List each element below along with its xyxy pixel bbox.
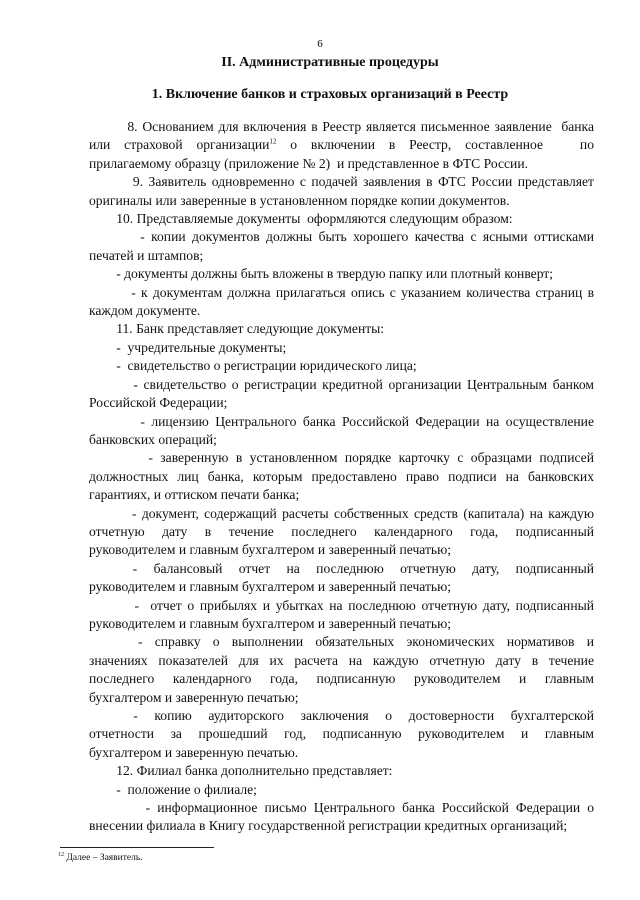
paragraph-line: - лицензию Центрального банка Российской Федерации на осуществление [89, 413, 594, 429]
paragraph-line: печатей и штампов; [89, 247, 204, 263]
paragraph-line: - копию аудиторского заключения о достоверности бухгалтерской [89, 708, 595, 723]
paragraph-line: каждом документе. [89, 303, 201, 319]
paragraph-line: должностных лиц банка, которым предоставлено право подписи на банковских [89, 468, 594, 484]
paragraph-line: - справку о выполнении обязательных экономических нормативов и [89, 634, 594, 650]
page-number: 6 [317, 38, 323, 50]
paragraph-line: - свидетельство о регистрации кредитной организации Центральным банком [89, 376, 594, 392]
paragraph-line: - документы должны быть вложены в твердую папку или плотный конверт; [89, 266, 554, 282]
paragraph-line: 9. Заявитель одновременно с подачей заявления в ФТС России представляет [89, 174, 594, 190]
paragraph-line: - документ, содержащий расчеты собственных средств (капитала) на каждую [89, 505, 594, 521]
paragraph-line: прилагаемому образцу (приложение № 2) и представленное в ФТС России. [89, 155, 529, 171]
section-title: II. Административные процедуры [221, 55, 439, 70]
paragraph-line: - информационное письмо Центрального банка Российской Федерации о [89, 800, 594, 816]
paragraph-line: - копии документов должны быть хорошего качества с ясными оттисками [89, 229, 595, 245]
paragraph-line: - балансовый отчет на последнюю отчетную дату, подписанный [89, 560, 595, 576]
paragraph-line: оригиналы или заверенные в установленном порядке копии документов. [89, 192, 510, 208]
paragraph-line: - положение о филиале; [89, 781, 257, 797]
paragraph-line: - заверенную в установленном порядке карточку с образцами подписей [89, 450, 594, 466]
footnote-text: Далее – Заявитель. [64, 853, 143, 863]
paragraph-line: 12. Филиал банка дополнительно представляет: [89, 763, 393, 779]
paragraph-line: - учредительные документы; [89, 339, 287, 355]
paragraph-line: 10. Представляемые документы оформляются следующим образом: [89, 211, 513, 227]
paragraph-line: - к документам должна прилагаться опись с указанием количества страниц в [89, 284, 594, 300]
paragraph-line: 11. Банк представляет следующие документы: [89, 321, 385, 337]
footnote-ref: 12 [269, 137, 277, 146]
text-run: о включении в Реестр, составленное по [276, 137, 594, 153]
paragraph-line: бухгалтером и заверенную печатью; [89, 689, 299, 705]
paragraph-line: отчетности за прошедший год, подписанную руководителем и главным [89, 726, 594, 742]
paragraph-line: значениях показателей для их расчета на каждую отчетную дату в течение [89, 652, 594, 668]
paragraph-line: Российской Федерации; [89, 395, 228, 411]
paragraph-line: гарантиях, и оттиском печати банка; [89, 487, 300, 503]
footnote-marker: 12 [58, 851, 64, 858]
paragraph-line: руководителем и главным бухгалтером и заверенный печатью; [89, 579, 452, 595]
paragraph-line: бухгалтером и заверенную печатью. [89, 744, 299, 760]
paragraph-line: руководителем и главным бухгалтером и заверенный печатью; [89, 542, 452, 558]
paragraph-line: - отчет о прибылях и убытках на последнюю отчетную дату, подписанный [89, 597, 594, 613]
paragraph-line: банковских операций; [89, 431, 217, 447]
footnote [58, 853, 143, 863]
paragraph-line: - свидетельство о регистрации юридического лица; [89, 358, 417, 374]
paragraph-line: внесении филиала в Книгу государственной регистрации кредитных организаций; [89, 818, 568, 834]
paragraph-line: 8. Основанием для включения в Реестр является письменное заявление банка [89, 119, 594, 134]
paragraph-line [89, 136, 594, 154]
footnote-separator [60, 847, 214, 848]
paragraph-line: последнего календарного года, подписанную руководителем и главным [89, 671, 594, 687]
subsection-title: 1. Включение банков и страховых организаций в Реестр [151, 87, 509, 102]
paragraph-line: руководителем и главным бухгалтером и заверенный печатью; [89, 615, 452, 631]
body-text [89, 118, 594, 836]
paragraph-line: отчетную дату в течение последнего календарного года, подписанный [89, 523, 594, 539]
text-run: или страховой организации [89, 137, 270, 153]
